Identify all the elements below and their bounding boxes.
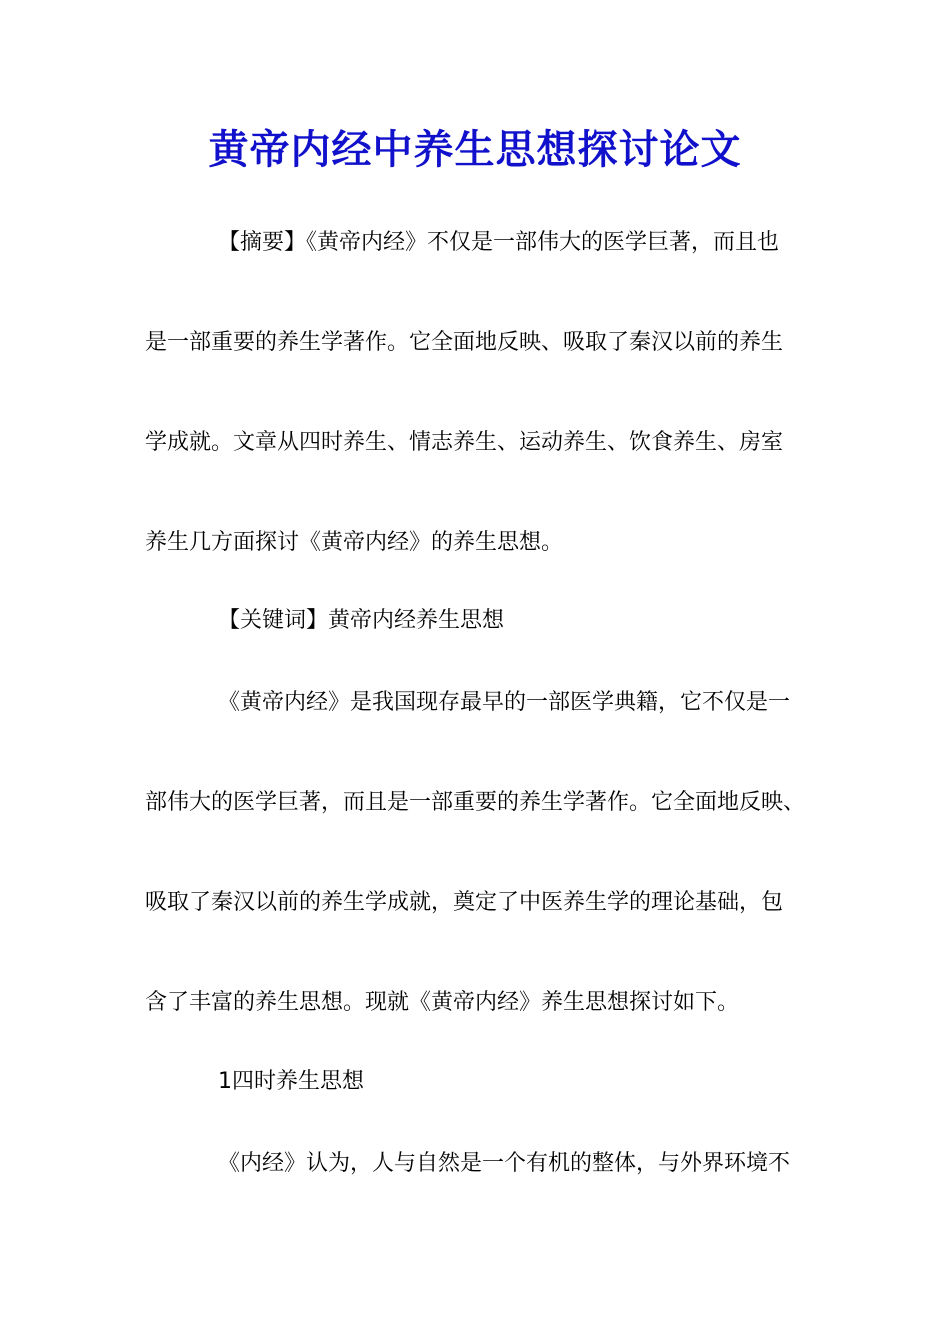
abstract-line-1: 【摘要】《黄帝内经》不仅是一部伟大的医学巨著，而且也	[218, 230, 780, 255]
intro-line-4: 含了丰富的养生思想。现就《黄帝内经》养生思想探讨如下。	[145, 990, 740, 1015]
document-title: 黄帝内经中养生思想探讨论文	[208, 126, 742, 173]
intro-line-2: 部伟大的医学巨著，而且是一部重要的养生学著作。它全面地反映、	[145, 790, 806, 815]
keywords-line: 【关键词】黄帝内经养生思想	[218, 608, 505, 633]
abstract-line-2: 是一部重要的养生学著作。它全面地反映、吸取了秦汉以前的养生	[145, 330, 784, 355]
intro-line-3: 吸取了秦汉以前的养生学成就，奠定了中医养生学的理论基础，包	[145, 890, 784, 915]
section-heading: 1四时养生思想	[218, 1069, 364, 1094]
abstract-line-3: 学成就。文章从四时养生、情志养生、运动养生、饮食养生、房室	[145, 430, 784, 455]
abstract-line-4: 养生几方面探讨《黄帝内经》的养生思想。	[145, 530, 564, 555]
intro-line-1: 《黄帝内经》是我国现存最早的一部医学典籍，它不仅是一	[218, 690, 791, 715]
section-body-line-1: 《内经》认为，人与自然是一个有机的整体，与外界环境不	[218, 1151, 791, 1176]
